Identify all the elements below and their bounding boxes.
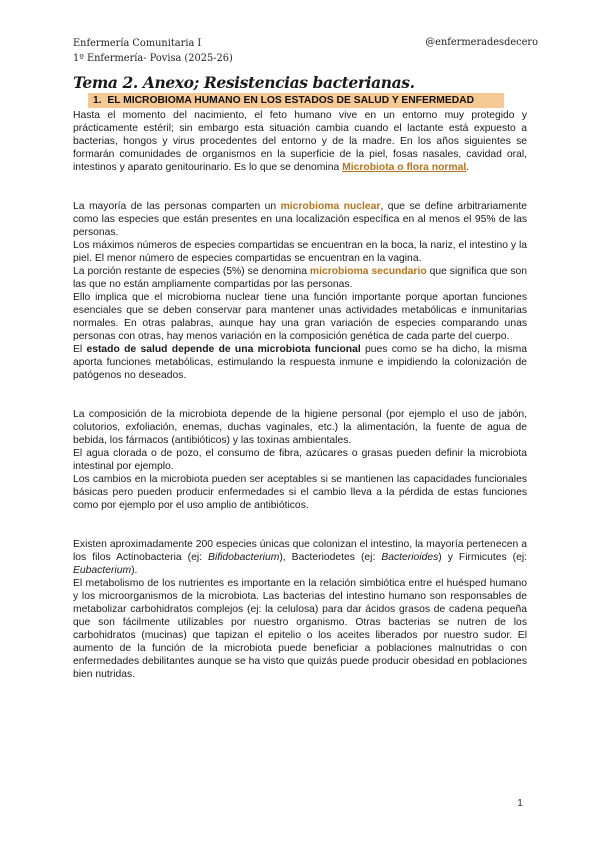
p10-text-a: Existen aproximadamente 200 especies únicas que colonizan el intestino, la mayoría pertenecen a los filos Actinobacteria (ej: xyxy=(73,539,527,563)
paragraph-2 xyxy=(73,200,527,239)
p10-text-c: ) y Firmicutes (ej: xyxy=(438,552,528,563)
microbiota-link[interactable]: Microbiota o flora normal xyxy=(342,162,467,173)
section-heading xyxy=(93,94,474,107)
p10-text-d: ). xyxy=(131,565,138,576)
species-eubacterium: Eubacterium xyxy=(73,565,132,576)
header-course: Enfermería Comunitaria I xyxy=(73,38,202,49)
p2-text-b: , que se define arbitrariamente como las especies que están presentes en una localización específica en al menos el 95% de las personas. xyxy=(73,201,527,238)
term-microbioma-secundario: microbioma secundario xyxy=(309,266,427,277)
paragraph-8: El agua clorada o de pozo, el consumo de fibra, azúcares o grasas pueden definir la microbiota intestinal por ejemplo. xyxy=(73,448,527,472)
body-text xyxy=(73,109,527,681)
term-microbioma-nuclear: microbioma nuclear xyxy=(280,201,381,212)
paragraph-1 xyxy=(73,109,527,174)
page-title: Tema 2. Anexo; Resistencias bacterianas. xyxy=(73,73,415,92)
species-bifidobacterium: Bifidobacterium xyxy=(208,552,280,563)
paragraph-3: Los máximos números de especies compartidas se encuentran en la boca, la nariz, el intestino y la piel. El menor número de especies compartidas se encuentran en la vagina. xyxy=(73,240,527,264)
species-bacterioides: Bacterioides xyxy=(381,552,439,563)
section-title: EL MICROBIOMA HUMANO EN LOS ESTADOS DE SALUD Y ENFERMEDAD xyxy=(107,95,475,106)
paragraph-5: Ello implica que el microbioma nuclear tiene una función importante porque aportan funciones esenciales que se deben conservar para mantener unas actividades metabólicas e inmunitarias normales. En otras palabras, aunque hay una gran variación de especies comparando unas personas con otras, hay menos variación en la composición genética de cada parte del cuerpo. xyxy=(73,292,527,342)
p2-text-a: La mayoría de las personas comparten un xyxy=(73,201,281,212)
p4-text-a: La porción restante de especies (5%) se denomina xyxy=(73,266,310,277)
section-number: 1. xyxy=(93,95,102,106)
p6-text-a: El xyxy=(73,344,87,355)
p1-text-a: Hasta el momento del nacimiento, el feto humano vive en un entorno muy protegido y prácticamente estéril; sin embargo esta situación cambia cuando el lactante está expuesto a bacterias, hongos y virus procedentes del entorno y de la madre. En los años siguientes se formarán comunidades de organismos en la superficie de la piel, fosas nasales, cavidad oral, intestinos y aparato genitourinario. Es lo que se denomina xyxy=(73,110,527,173)
p10-text-b: ), Bacteriodetes (ej: xyxy=(279,552,382,563)
paragraph-4 xyxy=(73,265,527,291)
header-year: 1º Enfermería- Povisa (2025-26) xyxy=(73,52,233,64)
spacer xyxy=(73,512,527,538)
paragraph-6 xyxy=(73,343,527,382)
paragraph-10 xyxy=(73,538,527,577)
spacer xyxy=(73,174,527,200)
p1-text-b: . xyxy=(466,162,470,173)
page-number: 1 xyxy=(517,797,523,809)
header-handle: @enfermeradesdecero xyxy=(425,37,538,48)
paragraph-11: El metabolismo de los nutrientes es importante en la relación simbiótica entre el huésped humano y los microorganismos de la microbiota. Las bacterias del intestino humano son responsables de metabolizar carbohidratos complejos (ej: la celulosa) para dar ácidos grasos de cadena pequeña que son fácilmente utilizables por nuestro organismo. Otras bacterias se nutren de los carbohidratos (mucinas) que tapizan el epitelio o los aceites liberados por nuestro sudor. El aumento de la función de la microbiota puede beneficiar a poblaciones malnutridas o con enfermedades debilitantes aunque se ha visto que quizás puede producir obesidad en poblaciones bien nutridas. xyxy=(73,578,527,680)
p6-text-b: pues como se ha dicho, la misma aporta funciones metabólicas, estimulando la respuesta inmune e impidiendo la colonización de patógenos no deseados. xyxy=(73,344,527,381)
p4-text-b: que significa que son las que no están ampliamente compartidas por las personas. xyxy=(73,266,527,290)
paragraph-7: La composición de la microbiota depende de la higiene personal (por ejemplo el uso de jabón, colutorios, exfoliación, enemas, duchas vaginales, etc.) la alimentación, la fuente de agua de bebida, los fármacos (antibióticos) y las toxinas ambientales. xyxy=(73,409,527,446)
page-header-left xyxy=(73,37,233,66)
p6-bold-statement: estado de salud depende de una microbiota funcional xyxy=(86,344,361,355)
paragraph-9: Los cambios en la microbiota pueden ser aceptables si se mantienen las capacidades funcionales básicas pero pueden producir enfermedades si el cambio lleva a la pérdida de estas funciones como por ejemplo por el uso amplio de antibióticos. xyxy=(73,474,527,511)
spacer xyxy=(73,382,527,408)
